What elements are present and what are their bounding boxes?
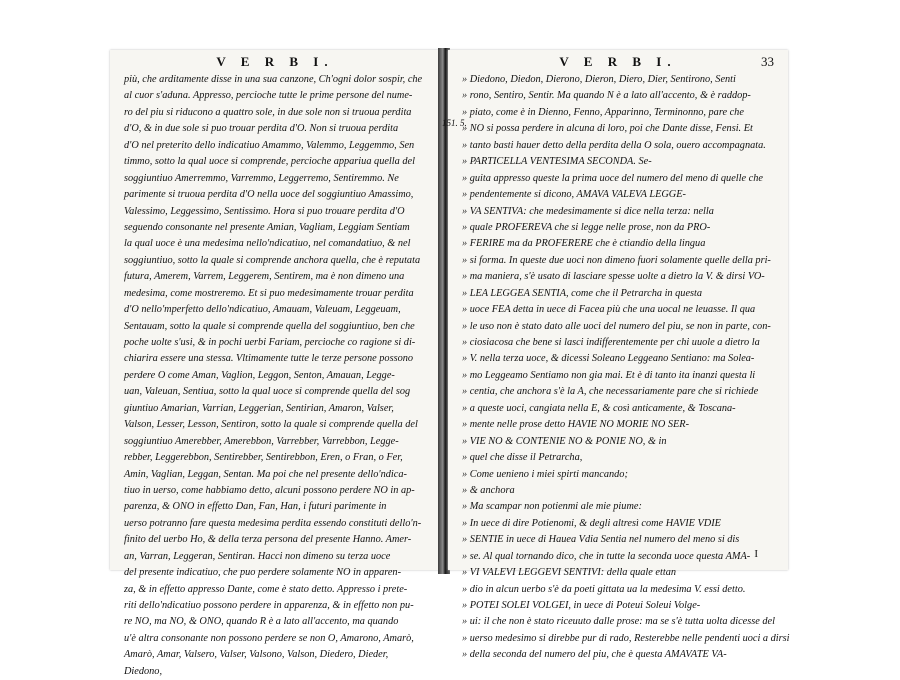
text-line: » uoce FEA detta in uece di Facea più che una uocal ne leuasse. Il qua <box>462 304 756 316</box>
text-line: » a queste uoci, cangiata nella E, & così anticamente, & Toscana- <box>462 402 736 414</box>
right-page <box>442 50 790 661</box>
text-line: » centia, che anchora s'è la A, che necessariamente pare che si richiede <box>462 386 759 398</box>
text-line: soggiuntiuo, sotto la quale si comprende anchora quella, che è reputata <box>124 254 421 266</box>
running-head: V E R B I. <box>216 54 334 69</box>
text-line: u'è altra consonante non possono perdere se non O, Amarono, Amarò, <box>124 632 414 644</box>
text-line: perdere O come Aman, Vaglion, Leggon, Senton, Amauan, Legge- <box>124 369 395 381</box>
text-line: » VIE NO & CONTENIE NO & PONIE NO, & in <box>462 435 667 447</box>
text-line: Amin, Vaglian, Leggan, Sentan. Ma poi che nel presente dello'ndica- <box>124 468 407 480</box>
text-line: » quale PROFEREVA che si legge nelle prose, non da PRO- <box>462 221 711 233</box>
text-line: » della seconda del numero del piu, che è questa AMAVATE VA- <box>462 649 727 661</box>
text-block <box>462 72 790 664</box>
text-line: » mente nelle prose detto HAVIE NO MORIE NO SER- <box>462 419 690 431</box>
text-line: uerso potranno fare questa medesima perdita essendo constituti dello'n- <box>124 517 422 529</box>
text-line: Amarò, Amar, Valsero, Valser, Valsono, Valson, Diedero, Dieder, <box>124 649 389 661</box>
text-line: » ui: il che non è stato riceuuto dalle prose: ma se s'è tutta uolta dicesse del <box>462 616 775 628</box>
text-line: » & anchora <box>462 484 515 496</box>
text-line: » quel che disse il Petrarcha, <box>462 452 583 464</box>
text-line: » ciosiacosa che bene si lasci indifferentemente per chi uuole a dietro la <box>462 337 760 348</box>
text-line: al cuor s'aduna. Appresso, percioche tutte le prime persone del nume- <box>124 90 413 102</box>
text-line: » Diedono, Diedon, Dierono, Dieron, Diero, Dier, Sentirono, Senti <box>462 74 736 85</box>
text-line: ro del piu si riducono a quattro sole, in due sole non si truoua perdita <box>124 106 412 118</box>
text-line: uan, Valeuan, Sentiua, sotto la qual uoce si comprende quella del sog <box>124 386 411 398</box>
text-line: Valson, Lesser, Lesson, Sentiron, sotto la quale si comprende quella del <box>124 419 418 431</box>
text-line: d'O, & in due sole si puo trouar perdita d'O. Non si truoua perdita <box>124 123 399 135</box>
text-line: » si forma. In queste due uoci non dimeno fuori solamente quelle della pri- <box>462 254 771 266</box>
text-line: soggiuntiuo Amerremmo, Varremmo, Leggerremo, Sentiremmo. Ne <box>124 172 399 184</box>
text-line: » V. nella terza uoce, & dicessi Soleano Leggeano Sentiano: ma Solea- <box>462 353 755 365</box>
text-line: d'O nel preterito dello indicatiuo Amammo, Valemmo, Leggemmo, Sen <box>124 139 415 151</box>
text-line: an, Varran, Leggeran, Sentiran. Hacci non dimeno su terza uoce <box>124 550 391 562</box>
text-line: » tanto basti hauer detto della perdita della O sola, ouero accompagnata. <box>462 139 766 151</box>
text-line: » VA SENTIVA: che medesimamente si dice nella terza: nella <box>462 205 714 217</box>
text-line: » VI VALEVI LEGGEVI SENTIVI: della quale ettan <box>462 567 676 579</box>
text-line: finito del uerbo Ho, & della terza persona del presente Hanno. Amer- <box>124 534 412 546</box>
text-line: giuntiuo Amarian, Varrian, Leggerian, Sentirian, Amaron, Valser, <box>124 402 394 414</box>
text-block <box>124 72 432 680</box>
text-line: seguendo consonante nel presente Amian, Vagliam, Leggiam Sentiam <box>124 221 410 233</box>
page-number: 33 <box>761 54 774 69</box>
text-line: » PARTICELLA VENTESIMA SECONDA. Se- <box>462 156 652 168</box>
text-line: parenza, & ONO in effetto Dan, Fan, Han, i futuri parimente in <box>124 501 387 513</box>
text-line: » LEA LEGGEA SENTIA, come che il Petrarcha in questa <box>462 287 703 299</box>
text-line: » Come uenieno i miei spirti mancando; <box>462 468 628 480</box>
text-line: del presente indicatiuo, che puo perdere solamente NO in apparen- <box>124 567 401 579</box>
text-line: futura, Amerem, Varrem, Leggerem, Sentirem, ma è non dimeno una <box>124 271 405 283</box>
text-line: parimente si truoua perdita d'O nella uoce del soggiuntiuo Amassimo, <box>124 189 414 201</box>
text-line: soggiuntiuo Amerebber, Amerebbon, Varrebber, Varrebbon, Legge- <box>124 435 399 447</box>
text-line: » ma maniera, s'è usato di lasciare spesse uolte a dietro la V. & dirsi VO- <box>462 271 765 283</box>
text-line: Sentauam, sotto la quale si comprende quella del soggiuntiuo, ben che <box>124 320 415 332</box>
text-line: » se. Al qual tornando dico, che in tutte la seconda uoce questa AMA- <box>462 550 751 562</box>
text-line: la qual uoce è una medesima nello'ndicatiuo, nel comandatiuo, & nel <box>124 238 411 250</box>
text-line: Diedono, <box>124 665 163 677</box>
text-line: » rono, Sentiro, Sentir. Ma quando N è a lato all'accento, & è raddop- <box>462 90 751 102</box>
text-line: d'O nello'mperfetto dello'ndicatiuo, Amauam, Valeuam, Leggeuam, <box>124 304 401 316</box>
running-head: V E R B I. <box>559 54 677 69</box>
text-line: » pendentemente si dicono, AMAVA VALEVA LEGGE- <box>462 189 686 201</box>
text-line: » SENTIE in uece di Hauea Vdia Sentia nel numero del meno si dis <box>462 534 740 546</box>
text-line: » guita appresso queste la prima uoce del numero del meno di quelle che <box>462 172 763 184</box>
text-line: » le uso non è stato dato alle uoci del numero del piu, se non in parte, con- <box>462 320 771 332</box>
text-line: rebber, Leggerebbon, Sentirebber, Sentirebbon, Eren, o Fran, o Fer, <box>124 452 403 464</box>
text-line: più, che arditamente disse in una sua canzone, Ch'ogni dolor sospir, che <box>124 74 423 85</box>
text-line: za, & in effetto appresso Dante, come è stato detto. Appresso i prete- <box>124 583 408 595</box>
text-line: » piato, come è in Dienno, Fenno, Apparinno, Terminonno, pare che <box>462 106 744 118</box>
left-page <box>110 50 440 677</box>
text-line: » dio in alcun uerbo s'è da poeti gittata ua la medesima V. essi detto. <box>462 583 746 595</box>
text-line: » In uece di dire Potienomi, & degli altresì come HAVIE VDIE <box>462 517 721 529</box>
text-line: » FERIRE ma da PROFERERE che è ctiandio della lingua <box>462 238 706 250</box>
text-line: » Ma scampar non potienmi ale mie piume: <box>462 501 642 513</box>
text-line: » NO si possa perdere in alcuna di loro, poi che Dante disse, Fensi. Et <box>462 123 753 135</box>
text-line: » uerso medesimo si direbbe pur di rado, Resterebbe nelle pendenti uoci a dirsi <box>462 632 790 644</box>
text-line: timmo, sotto la qual uoce si comprende, percioche appariua quella del <box>124 156 415 168</box>
text-line: Valessimo, Leggessimo, Sentissimo. Hora si puo trouare perdita d'O <box>124 205 405 217</box>
text-line: » POTEI SOLEI VOLGEI, in uece di Poteui Soleui Volge- <box>462 600 701 611</box>
text-line: » mo Leggeamo Sentiamo non gia mai. Et è di tanto ita inanzi questa li <box>462 369 756 381</box>
text-line: riti dello'ndicatiuo possono perdere in apparenza, & in effetto non pu- <box>124 600 414 611</box>
text-line: medesima, come mostreremo. Et si puo medesimamente trouar perdita <box>124 287 414 299</box>
text-line: tiuo in uerso, come habbiamo detto, alcuni possono perdere NO in ap- <box>124 484 415 496</box>
text-line: chiarira essere una stessa. Vltimamente tutte le terze persone possono <box>124 353 414 365</box>
text-line: poche uolte s'usi, & in pochi uerbi Fariam, percioche co ragione si di- <box>124 337 416 348</box>
margin-note: 151. 5. <box>442 118 467 128</box>
text-line: re NO, ma NO, & ONO, quando R è a lato all'accento, ma quando <box>124 616 399 628</box>
signature-mark: I <box>754 548 758 560</box>
